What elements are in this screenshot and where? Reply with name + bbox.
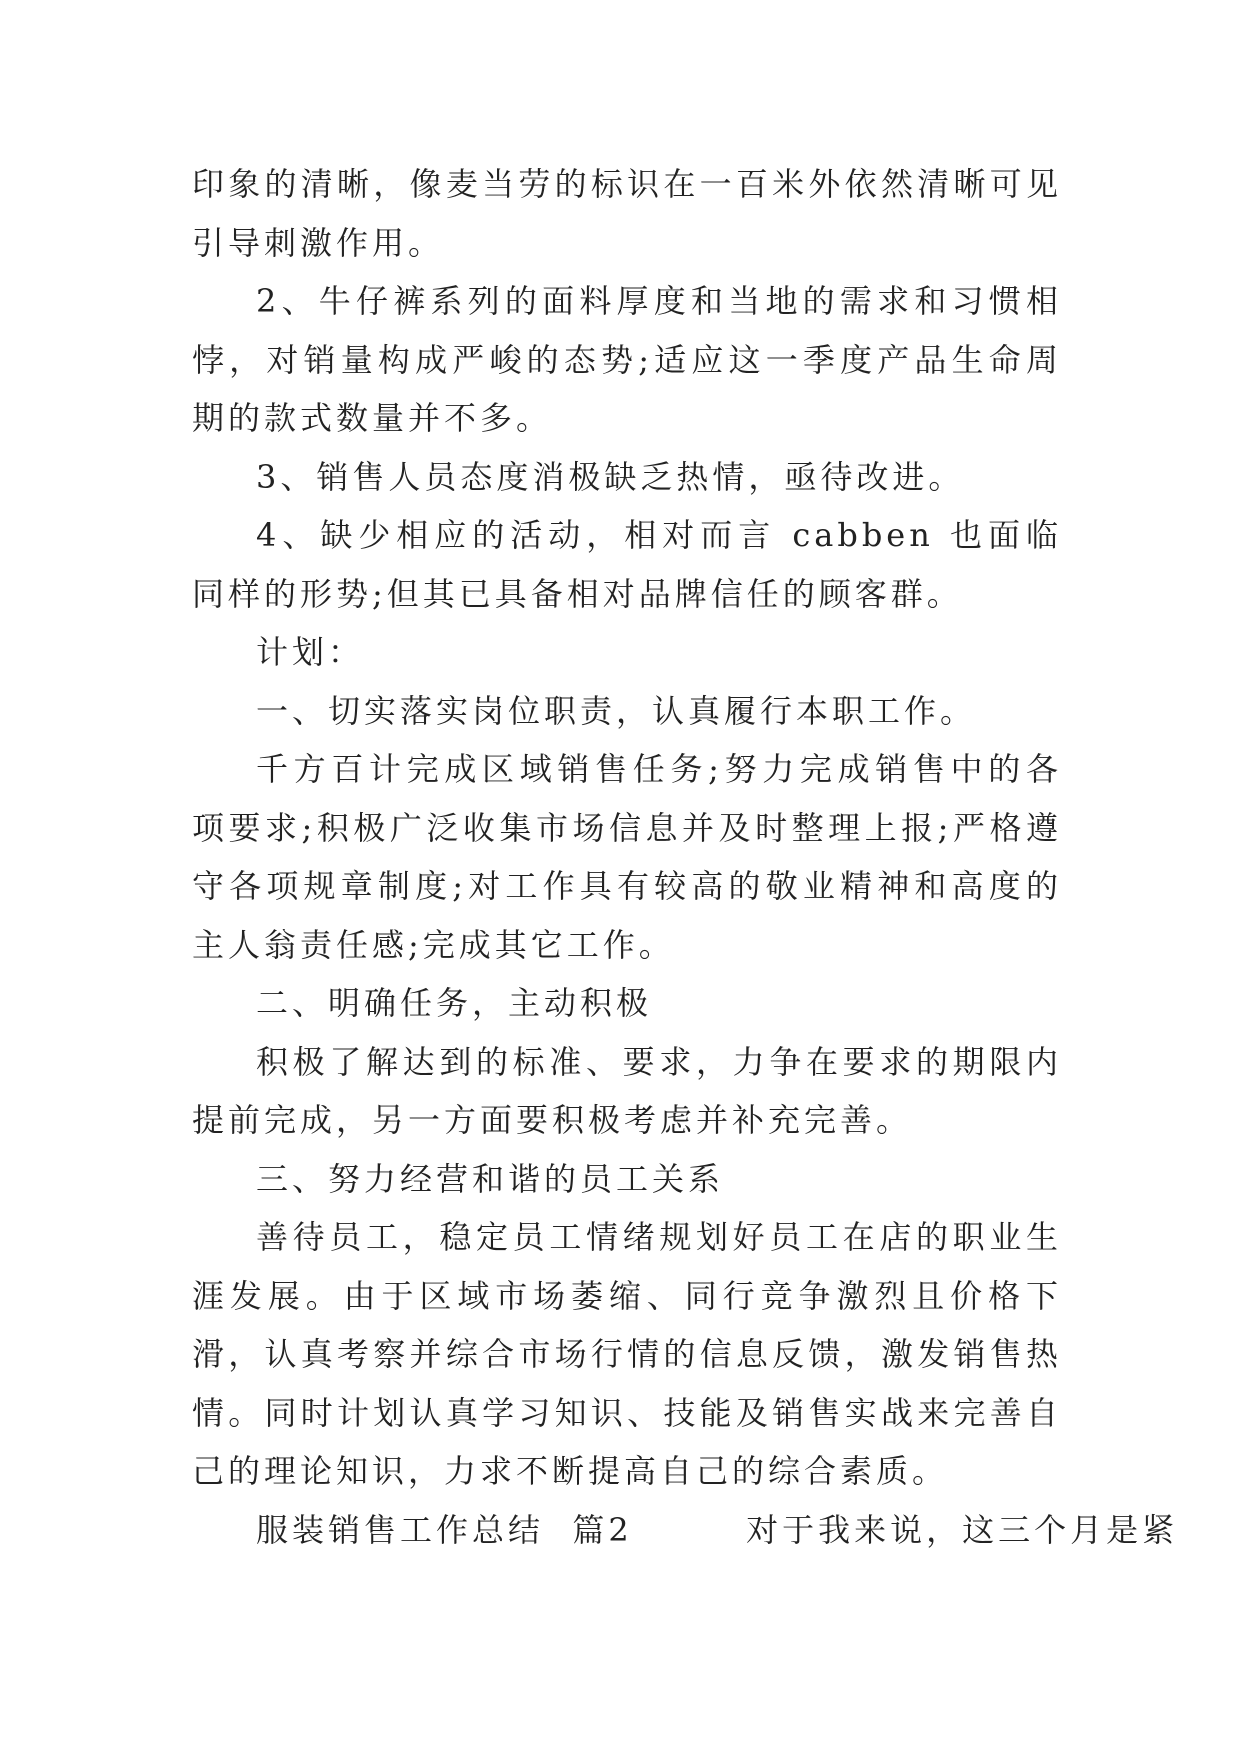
paragraph-1: 印象的清晰，像麦当劳的标识在一百米外依然清晰可见引导刺激作用。 — [192, 165, 1062, 262]
section-3-body: 善待员工，稳定员工情绪规划好员工在店的职业生涯发展。由于区域市场萎缩、同行竞争激烈且价格下滑，认真考察并综合市场行情的信息反馈，激发销售热情。同时计划认真学习知识、技能及销售实战来完善自己的理论知识，力求不断提高自己的综合素质。 — [192, 1218, 1062, 1490]
section-2-body: 积极了解达到的标准、要求，力争在要求的期限内提前完成，另一方面要积极考虑并补充完善。 — [192, 1042, 1062, 1139]
paragraph-plan-heading: 计划： — [256, 633, 365, 671]
section-1-heading: 一、切实落实岗位职责，认真履行本职工作。 — [256, 691, 977, 730]
paragraph-4: 4、缺少相应的活动，相对而言 cabben 也面临同样的形势;但其已具备相对品牌信任的顾客群。 — [192, 516, 1062, 613]
article-2-title-line: 服装销售工作总结 篇2 对于我来说，这三个月是紧 — [256, 1510, 1179, 1549]
section-2-heading: 二、明确任务，主动积极 — [256, 984, 653, 1022]
paragraph-2: 2、牛仔裤系列的面料厚度和当地的需求和习惯相悖，对销量构成严峻的态势;适应这一季度产品生命周期的款式数量并不多。 — [192, 282, 1062, 437]
paragraph-3: 3、销售人员态度消极缺乏热情，亟待改进。 — [256, 457, 965, 496]
section-3-heading: 三、努力经营和谐的员工关系 — [256, 1159, 725, 1198]
document-body — [192, 155, 1179, 1559]
section-1-body: 千方百计完成区域销售任务;努力完成销售中的各项要求;积极广泛收集市场信息并及时整理上报;严格遵守各项规章制度;对工作具有较高的敬业精神和高度的主人翁责任感;完成其它工作。 — [192, 750, 1062, 964]
